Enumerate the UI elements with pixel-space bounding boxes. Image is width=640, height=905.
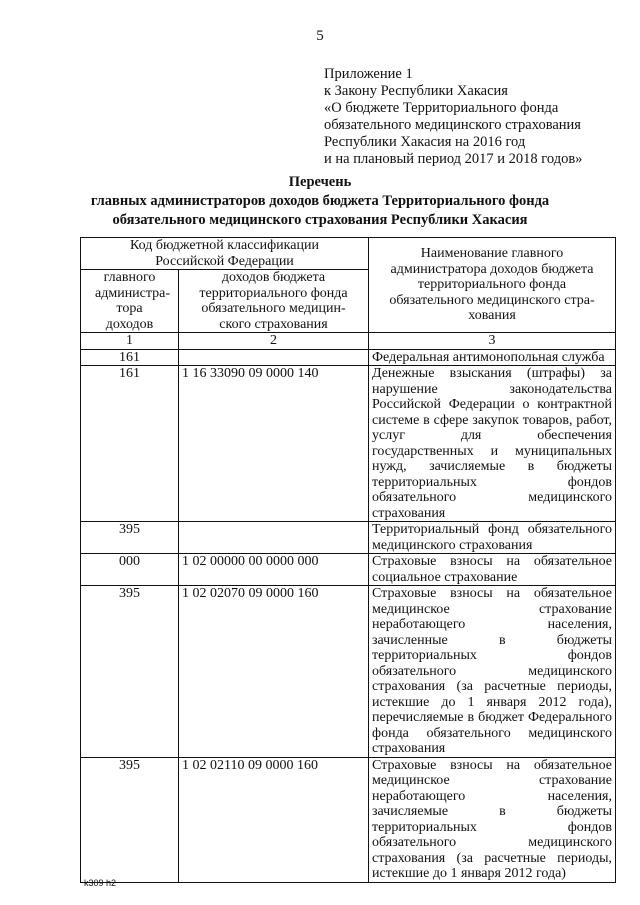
appendix-line: Республики Хакасия на 2016 год bbox=[324, 134, 526, 150]
header-group-line: Российской Федерации bbox=[155, 253, 294, 269]
table-row bbox=[81, 366, 616, 522]
appendix-line: и на плановый период 2017 и 2018 годов» bbox=[324, 151, 583, 167]
appendix-line: Приложение 1 bbox=[324, 66, 413, 82]
income-code-cell: 1 02 02070 09 0000 160 bbox=[179, 586, 369, 758]
column-number: 3 bbox=[369, 333, 616, 350]
admin-code-cell: 395 bbox=[81, 586, 179, 758]
admin-code-cell: 161 bbox=[81, 366, 179, 522]
name-cell: Денежные взыскания (штрафы) за нарушение законодательства Российской Федерации о контрактной системе в сфере закупок товаров, работ, услуг для обеспечения государственных и муниципальных нужд, зачисляемые в бюджеты территориальных фондов обязательного медицинского страхования bbox=[369, 366, 616, 522]
table-header-row bbox=[81, 238, 616, 270]
table-row bbox=[81, 349, 616, 366]
header-code-cell: доходов бюджета территориального фонда обязательного медицин-ского страхования bbox=[179, 270, 369, 333]
appendix-line: «О бюджете Территориального фонда bbox=[324, 100, 559, 116]
footer-code: k309 h2 bbox=[84, 878, 117, 888]
appendix-line: обязательного медицинского страхования bbox=[324, 117, 581, 133]
name-cell: Территориальный фонд обязательного медицинского страхования bbox=[369, 522, 616, 554]
title-line: обязательного медицинского страхования Республики Хакасия bbox=[112, 212, 528, 228]
admin-code-cell: 161 bbox=[81, 349, 179, 366]
administrators-table bbox=[80, 237, 616, 883]
income-code-cell bbox=[179, 522, 369, 554]
header-group-line: Код бюджетной классификации bbox=[130, 238, 319, 253]
income-code-cell bbox=[179, 349, 369, 366]
income-code-cell: 1 02 02110 09 0000 160 bbox=[179, 757, 369, 882]
name-cell: Страховые взносы на обязательное медицинское страхование неработающего населения, зачисленные в бюджеты территориальных фондов обязательного медицинского страхования (за расчетные периоды, истекшие до 1 января 2012 года), перечисляемые в бюджет Федерального фонда обязательного медицинского страхования bbox=[369, 586, 616, 758]
column-number: 2 bbox=[179, 333, 369, 350]
income-code-cell: 1 16 33090 09 0000 140 bbox=[179, 366, 369, 522]
table-row bbox=[81, 554, 616, 586]
admin-code-cell: 395 bbox=[81, 757, 179, 882]
column-number-row bbox=[81, 333, 616, 350]
name-cell: Страховые взносы на обязательное медицинское страхование неработающего населения, зачисляемые в бюджеты территориальных фондов обязательного медицинского страхования (за расчетные периоды, истекшие до 1 января 2012 года) bbox=[369, 757, 616, 882]
table-row bbox=[81, 586, 616, 758]
income-code-cell: 1 02 00000 00 0000 000 bbox=[179, 554, 369, 586]
header-group-cell bbox=[81, 238, 369, 270]
column-number: 1 bbox=[81, 333, 179, 350]
header-name-cell: Наименование главного администратора доходов бюджета территориального фонда обязательного медицинского стра-хования bbox=[369, 238, 616, 333]
title-line: главных администраторов доходов бюджета Территориального фонда bbox=[90, 193, 550, 209]
appendix-note bbox=[324, 66, 582, 168]
page-number: 5 bbox=[316, 28, 324, 44]
table-row bbox=[81, 757, 616, 882]
admin-code-cell: 000 bbox=[81, 554, 179, 586]
appendix-line: к Закону Республики Хакасия bbox=[324, 83, 508, 99]
document-title bbox=[0, 173, 640, 230]
name-cell: Федеральная антимонопольная служба bbox=[369, 349, 616, 366]
table-row bbox=[81, 522, 616, 554]
admin-code-cell: 395 bbox=[81, 522, 179, 554]
name-cell: Страховые взносы на обязательное социальное страхование bbox=[369, 554, 616, 586]
header-admin-cell: главного администра-тора доходов bbox=[81, 270, 179, 333]
title-line: Перечень bbox=[288, 174, 352, 190]
